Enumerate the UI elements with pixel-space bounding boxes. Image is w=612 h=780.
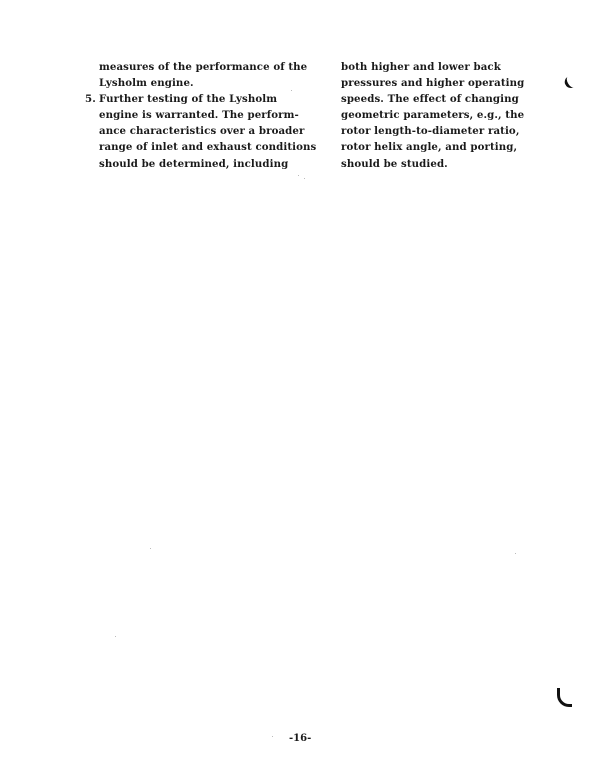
text-line: measures of the performance of the — [99, 61, 308, 73]
text-line: speeds. The effect of changing — [341, 93, 519, 106]
text-line: should be determined, including — [99, 157, 289, 170]
item-number: 5. — [85, 93, 96, 106]
right-column — [341, 59, 561, 172]
scan-speck — [272, 736, 273, 737]
scan-speck — [515, 553, 516, 554]
text-line: geometric parameters, e.g., the — [341, 109, 525, 122]
text-line: should be studied. — [341, 157, 448, 170]
text-line: Further testing of the Lysholm — [99, 93, 278, 106]
text-line: rotor helix angle, and porting, — [341, 141, 518, 154]
scan-speck — [298, 175, 299, 176]
text-line: range of inlet and exhaust conditions — [99, 141, 317, 154]
text-line: engine is warranted. The perform- — [99, 109, 299, 122]
text-line: pressures and higher operating — [341, 77, 525, 90]
left-column — [85, 59, 317, 172]
scan-speck — [150, 548, 151, 549]
text-line: ance characteristics over a broader — [99, 125, 305, 138]
scan-crop-mark-icon — [563, 76, 576, 90]
text-line: rotor length-to-diameter ratio, — [341, 125, 520, 138]
scan-speck — [304, 178, 305, 179]
numbered-item-5 — [85, 91, 317, 171]
text-line: both higher and lower back — [341, 61, 501, 73]
scan-speck — [291, 90, 292, 91]
page-number: -16- — [289, 733, 312, 744]
scan-crop-mark-icon — [557, 688, 572, 707]
text-line: Lysholm engine. — [99, 77, 194, 90]
scan-speck — [115, 636, 116, 637]
